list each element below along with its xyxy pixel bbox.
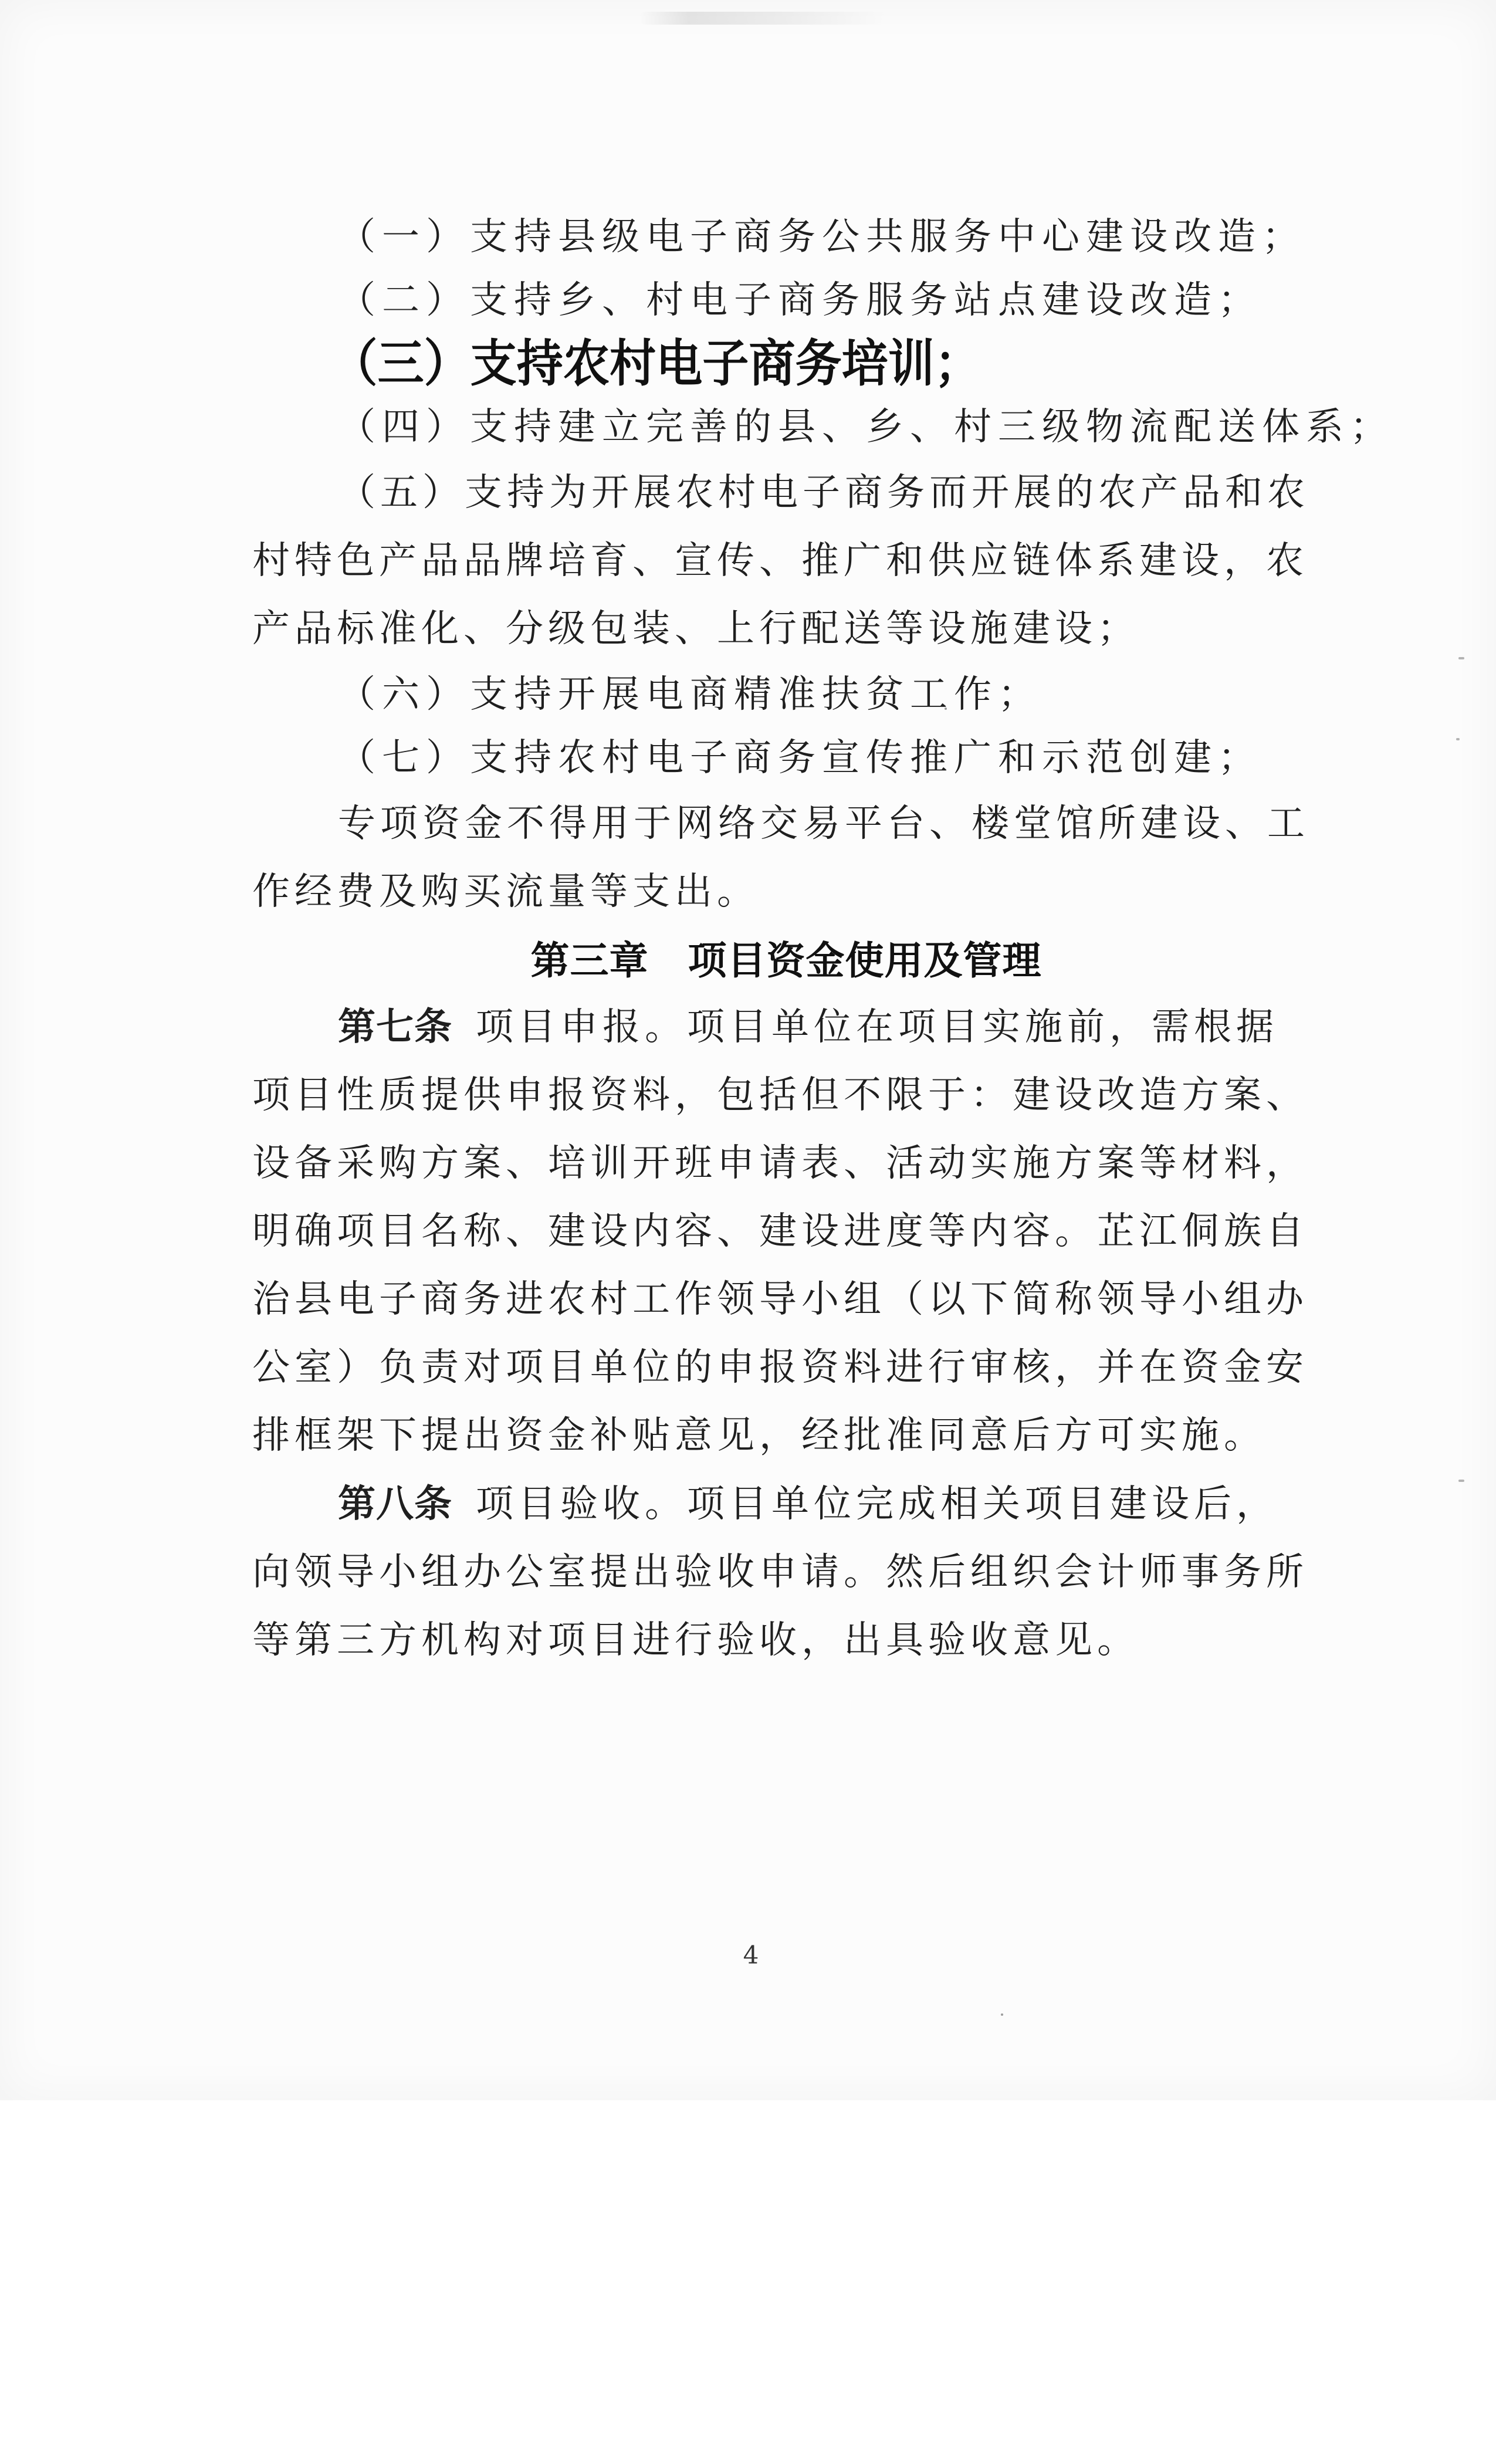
list-item-5: （五）支持为开展农村电子商务而开展的农产品和农村特色产品品牌培育、宣传、推广和供应链体系建设，农产品标准化、分级包装、上行配送等设施建设； xyxy=(252,471,1309,651)
edge-mark-right-3 xyxy=(1458,1480,1464,1482)
article-7 xyxy=(252,993,1320,1470)
list-item-3: （三）支持农村电子商务培训； xyxy=(331,336,981,392)
list-item-7: （七）支持农村电子商务宣传推广和示范创建； xyxy=(338,736,1262,780)
chapter-title: 第三章 项目资金使用及管理 xyxy=(530,939,1042,982)
document-body xyxy=(252,205,1394,1674)
edge-mark-right-1 xyxy=(1458,657,1464,659)
article-8 xyxy=(252,1470,1320,1674)
article-8-label: 第八条 xyxy=(338,1483,452,1525)
edge-mark-right-2 xyxy=(1456,738,1460,740)
page-number: 4 xyxy=(743,1941,759,1969)
list-item-4: （四）支持建立完善的县、乡、村三级物流配送体系； xyxy=(338,405,1394,449)
list-item-1: （一）支持县级电子商务公共服务中心建设改造； xyxy=(338,215,1306,259)
article-7-text: 项目申报。项目单位在项目实施前，需根据项目性质提供申报资料，包括但不限于：建设改造方案、设备采购方案、培训开班申请表、活动实施方案等材料，明确项目名称、建设内容、建设进度等内容。芷江侗族自治县电子商务进农村工作领导小组（以下简称领导小组办公室）负责对项目单位的申报资料进行审核，并在资金安排框架下提出资金补贴意见，经批准同意后方可实施。 xyxy=(252,1006,1308,1457)
article-7-label: 第七条 xyxy=(338,1006,452,1048)
scan-bottom-margin xyxy=(0,2100,1496,2464)
dot-mark-2 xyxy=(1001,2013,1003,2016)
list-item-6: （六）支持开展电商精准扶贫工作； xyxy=(338,673,1042,716)
funding-restriction-paragraph: 专项资金不得用于网络交易平台、楼堂馆所建设、工作经费及购买流量等支出。 xyxy=(252,802,1309,913)
scan-top-mark xyxy=(639,12,886,25)
list-item-2: （二）支持乡、村电子商务服务站点建设改造； xyxy=(338,279,1262,322)
article-8-text: 项目验收。项目单位完成相关项目建设后，向领导小组办公室提出验收申请。然后组织会计师事务所等第三方机构对项目进行验收，出具验收意见。 xyxy=(252,1483,1308,1662)
